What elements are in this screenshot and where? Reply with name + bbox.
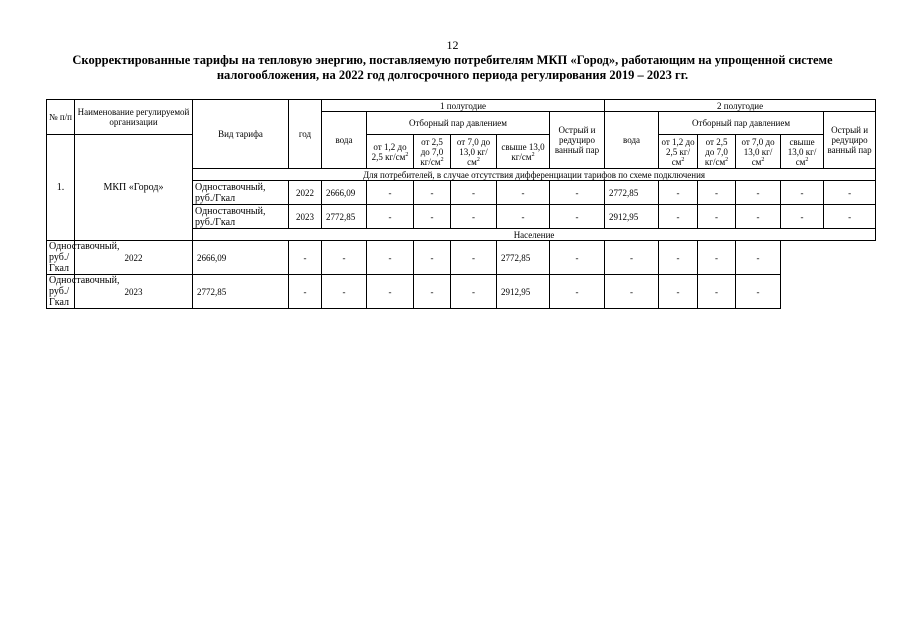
tariff-cell: - — [550, 241, 605, 275]
water-tariff-2: 2912,95 — [497, 275, 550, 309]
tariff-cell: - — [451, 181, 497, 205]
tariff-cell: - — [414, 181, 451, 205]
header-num: № п/п — [47, 100, 75, 135]
header-steam-1: Отборный пар давлением — [367, 112, 550, 135]
header-half-1: 1 полугодие — [322, 100, 605, 112]
tariff-cell: - — [736, 275, 781, 309]
tariff-table — [46, 99, 876, 309]
tariff-cell: - — [781, 205, 824, 229]
org-number: 1. — [47, 135, 75, 241]
header-tariff-kind: Вид тарифа — [193, 100, 289, 169]
tariff-cell: - — [659, 275, 698, 309]
tariff-cell: - — [824, 181, 876, 205]
year-cell: 2023 — [289, 205, 322, 229]
tariff-kind: Одноставочный, руб./Гкал — [193, 205, 289, 229]
tariff-cell: - — [414, 275, 451, 309]
header-org: Наименование регулируемой организации — [75, 100, 193, 135]
tariff-cell: - — [322, 241, 367, 275]
tariff-cell: - — [497, 205, 550, 229]
year-cell: 2022 — [75, 241, 193, 275]
header-pressure-1-4: свыше 13,0 $кг/см^2$ — [497, 135, 550, 169]
header-pressure-2-2: от 2,5 до 7,0 $кг/см^2$ — [698, 135, 736, 169]
header-pressure-1-1: от 1,2 до 2,5 $кг/см^2$ — [367, 135, 414, 169]
water-tariff-1: 2772,85 — [322, 205, 367, 229]
org-name: МКП «Город» — [75, 135, 193, 241]
water-tariff-2: 2912,95 — [605, 205, 659, 229]
table-row — [47, 241, 876, 275]
document-title: Скорректированные тарифы на тепловую энергию, поставляемую потребителям МКП «Город», работающим на упрощенной системе налогообложения, на 2022 год долгосрочного периода регулирования 2019 – 2023 гг. — [72, 53, 833, 82]
header-water-2: вода — [605, 112, 659, 169]
table-row — [47, 275, 876, 309]
tariff-cell: - — [367, 275, 414, 309]
tariff-cell: - — [698, 241, 736, 275]
header-sharp-steam-2: Острый и редуциро ванный пар — [824, 112, 876, 169]
header-sharp-steam-1: Острый и редуциро ванный пар — [550, 112, 605, 169]
tariff-cell: - — [451, 241, 497, 275]
section-label: Для потребителей, в случае отсутствия дифференциации тарифов по схеме подключения — [193, 169, 876, 181]
tariff-cell: - — [698, 181, 736, 205]
tariff-cell: - — [550, 275, 605, 309]
header-pressure-2-3: от 7,0 до 13,0 $кг/см^2$ — [736, 135, 781, 169]
header-pressure-2-4: свыше 13,0 $кг/см^2$ — [781, 135, 824, 169]
year-cell: 2022 — [289, 181, 322, 205]
page-number: 12 — [446, 38, 459, 52]
header-year: год — [289, 100, 322, 169]
tariff-cell: - — [824, 205, 876, 229]
tariff-cell: - — [736, 205, 781, 229]
tariff-kind: Одноставочный, руб./Гкал — [193, 181, 289, 205]
tariff-cell: - — [367, 181, 414, 205]
tariff-cell: - — [605, 241, 659, 275]
water-tariff-2: 2772,85 — [497, 241, 550, 275]
tariff-cell: - — [659, 181, 698, 205]
tariff-cell: - — [414, 205, 451, 229]
water-tariff-1: 2772,85 — [193, 275, 289, 309]
header-steam-2: Отборный пар давлением — [659, 112, 824, 135]
tariff-cell: - — [451, 205, 497, 229]
tariff-cell: - — [550, 205, 605, 229]
tariff-cell: - — [698, 205, 736, 229]
header-half-2: 2 полугодие — [605, 100, 876, 112]
water-tariff-1: 2666,09 — [193, 241, 289, 275]
tariff-cell: - — [289, 241, 322, 275]
tariff-cell: - — [659, 241, 698, 275]
tariff-cell: - — [605, 275, 659, 309]
tariff-cell: - — [497, 181, 550, 205]
tariff-cell: - — [736, 181, 781, 205]
tariff-cell: - — [659, 205, 698, 229]
header-pressure-2-1: от 1,2 до 2,5 $кг/см^2$ — [659, 135, 698, 169]
tariff-cell: - — [322, 275, 367, 309]
tariff-cell: - — [781, 181, 824, 205]
tariff-kind: Одноставочный, руб./Гкал — [47, 241, 75, 275]
section-label: Население — [193, 229, 876, 241]
tariff-cell: - — [451, 275, 497, 309]
tariff-cell: - — [289, 275, 322, 309]
tariff-kind: Одноставочный, руб./Гкал — [47, 275, 75, 309]
tariff-cell: - — [736, 241, 781, 275]
tariff-cell: - — [367, 241, 414, 275]
tariff-cell: - — [414, 241, 451, 275]
tariff-cell: - — [698, 275, 736, 309]
water-tariff-1: 2666,09 — [322, 181, 367, 205]
tariff-cell: - — [367, 205, 414, 229]
year-cell: 2023 — [75, 275, 193, 309]
water-tariff-2: 2772,85 — [605, 181, 659, 205]
header-water-1: вода — [322, 112, 367, 169]
tariff-cell: - — [550, 181, 605, 205]
header-pressure-1-3: от 7,0 до 13,0 $кг/см^2$ — [451, 135, 497, 169]
header-pressure-1-2: от 2,5 до 7,0 $кг/см^2$ — [414, 135, 451, 169]
